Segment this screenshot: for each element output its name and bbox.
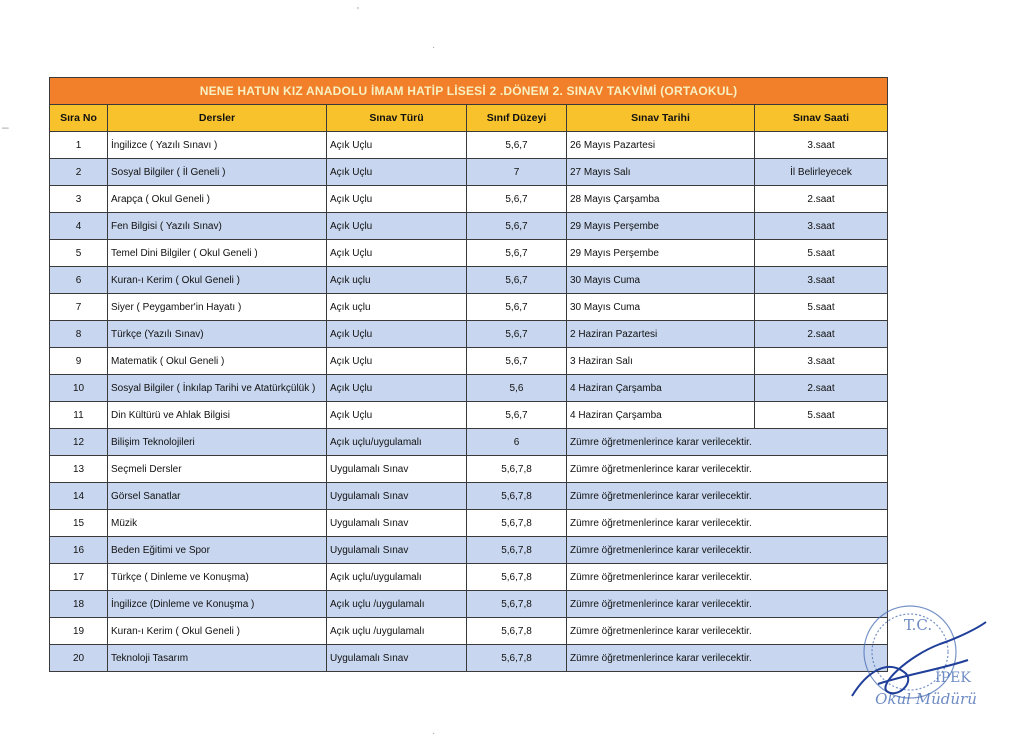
- scan-speck: ': [357, 6, 359, 17]
- table-row: [50, 375, 888, 402]
- table-body: [50, 132, 888, 672]
- cell-sinav-tarihi: Zümre öğretmenlerince karar verilecektir.: [567, 456, 888, 483]
- cell-sinif-duzeyi: 7: [467, 159, 567, 186]
- cell-sira-no: 8: [50, 321, 108, 348]
- cell-sinif-duzeyi: 5,6,7: [467, 213, 567, 240]
- cell-sinav-turu: Uygulamalı Sınav: [327, 510, 467, 537]
- cell-sinav-tarihi: Zümre öğretmenlerince karar verilecektir.: [567, 510, 888, 537]
- cell-sira-no: 10: [50, 375, 108, 402]
- cell-sira-no: 3: [50, 186, 108, 213]
- cell-ders: Sosyal Bilgiler ( İl Geneli ): [108, 159, 327, 186]
- cell-sinav-turu: Açık Uçlu: [327, 402, 467, 429]
- table-row: [50, 618, 888, 645]
- cell-sinif-duzeyi: 5,6,7,8: [467, 510, 567, 537]
- cell-sinav-turu: Açık Uçlu: [327, 375, 467, 402]
- document-title: NENE HATUN KIZ ANADOLU İMAM HATİP LİSESİ 2 .DÖNEM 2. SINAV TAKVİMİ (ORTAOKUL): [50, 78, 888, 105]
- cell-sinav-turu: Açık uçlu /uygulamalı: [327, 591, 467, 618]
- header-sinav-saati: Sınav Saati: [755, 105, 888, 132]
- cell-sinav-saati: 2.saat: [755, 186, 888, 213]
- cell-sinif-duzeyi: 5,6,7,8: [467, 618, 567, 645]
- cell-sinif-duzeyi: 5,6,7,8: [467, 564, 567, 591]
- cell-sinif-duzeyi: 5,6,7,8: [467, 537, 567, 564]
- cell-ders: Teknoloji Tasarım: [108, 645, 327, 672]
- cell-sira-no: 16: [50, 537, 108, 564]
- cell-sinav-tarihi: Zümre öğretmenlerince karar verilecektir.: [567, 483, 888, 510]
- cell-sira-no: 1: [50, 132, 108, 159]
- cell-sira-no: 20: [50, 645, 108, 672]
- cell-sira-no: 2: [50, 159, 108, 186]
- cell-sinav-tarihi: 30 Mayıs Cuma: [567, 294, 755, 321]
- cell-sinav-saati: 5.saat: [755, 402, 888, 429]
- cell-sira-no: 18: [50, 591, 108, 618]
- cell-sira-no: 7: [50, 294, 108, 321]
- cell-sinav-turu: Açık uçlu/uygulamalı: [327, 564, 467, 591]
- table-row: [50, 213, 888, 240]
- cell-ders: Türkçe ( Dinleme ve Konuşma): [108, 564, 327, 591]
- scan-speck: ·: [432, 728, 436, 739]
- cell-sinav-tarihi: Zümre öğretmenlerince karar verilecektir.: [567, 618, 888, 645]
- cell-ders: Arapça ( Okul Geneli ): [108, 186, 327, 213]
- cell-sinav-tarihi: 28 Mayıs Çarşamba: [567, 186, 755, 213]
- cell-sira-no: 13: [50, 456, 108, 483]
- table-row: [50, 537, 888, 564]
- cell-sinav-tarihi: 29 Mayıs Perşembe: [567, 240, 755, 267]
- cell-sinav-turu: Açık uçlu: [327, 294, 467, 321]
- cell-sinav-turu: Açık Uçlu: [327, 186, 467, 213]
- table-row: [50, 510, 888, 537]
- cell-ders: Müzik: [108, 510, 327, 537]
- cell-sinif-duzeyi: 5,6,7: [467, 186, 567, 213]
- table-row: [50, 456, 888, 483]
- cell-sinif-duzeyi: 5,6,7,8: [467, 456, 567, 483]
- cell-sira-no: 4: [50, 213, 108, 240]
- table-row: [50, 483, 888, 510]
- cell-sira-no: 15: [50, 510, 108, 537]
- cell-sinav-tarihi: 4 Haziran Çarşamba: [567, 402, 755, 429]
- cell-sinav-saati: 3.saat: [755, 213, 888, 240]
- cell-sinav-turu: Açık Uçlu: [327, 159, 467, 186]
- header-sinif-duzeyi: Sınıf Düzeyi: [467, 105, 567, 132]
- cell-sinif-duzeyi: 5,6,7: [467, 348, 567, 375]
- cell-sinif-duzeyi: 5,6,7,8: [467, 645, 567, 672]
- cell-sira-no: 19: [50, 618, 108, 645]
- table-row: [50, 348, 888, 375]
- cell-ders: Türkçe (Yazılı Sınav): [108, 321, 327, 348]
- table-row: [50, 321, 888, 348]
- cell-sinif-duzeyi: 5,6,7: [467, 267, 567, 294]
- stamp-name-text: İPEK: [935, 670, 971, 686]
- cell-ders: Kuran-ı Kerim ( Okul Geneli ): [108, 267, 327, 294]
- cell-sinav-turu: Uygulamalı Sınav: [327, 537, 467, 564]
- cell-sinif-duzeyi: 5,6,7: [467, 240, 567, 267]
- exam-schedule-table: [49, 77, 888, 672]
- cell-sinav-tarihi: 29 Mayıs Perşembe: [567, 213, 755, 240]
- cell-ders: Bilişim Teknolojileri: [108, 429, 327, 456]
- cell-sinav-turu: Uygulamalı Sınav: [327, 483, 467, 510]
- cell-ders: Seçmeli Dersler: [108, 456, 327, 483]
- header-dersler: Dersler: [108, 105, 327, 132]
- cell-ders: Fen Bilgisi ( Yazılı Sınav): [108, 213, 327, 240]
- cell-sinav-saati: 2.saat: [755, 321, 888, 348]
- cell-sira-no: 5: [50, 240, 108, 267]
- cell-ders: Din Kültürü ve Ahlak Bilgisi: [108, 402, 327, 429]
- cell-sinav-saati: İl Belirleyecek: [755, 159, 888, 186]
- cell-sinif-duzeyi: 5,6,7: [467, 132, 567, 159]
- cell-sinav-tarihi: Zümre öğretmenlerince karar verilecektir.: [567, 429, 888, 456]
- cell-ders: Temel Dini Bilgiler ( Okul Geneli ): [108, 240, 327, 267]
- cell-ders: Görsel Sanatlar: [108, 483, 327, 510]
- cell-sinav-saati: 5.saat: [755, 294, 888, 321]
- stamp-role-text: Okul Müdürü: [875, 690, 977, 708]
- cell-ders: Beden Eğitimi ve Spor: [108, 537, 327, 564]
- cell-sinav-saati: 2.saat: [755, 375, 888, 402]
- table-row: [50, 132, 888, 159]
- cell-sinav-saati: 5.saat: [755, 240, 888, 267]
- cell-sinav-saati: 3.saat: [755, 132, 888, 159]
- principal-stamp-signature: [848, 600, 988, 720]
- cell-sinav-tarihi: 3 Haziran Salı: [567, 348, 755, 375]
- scan-speck: ·: [432, 42, 436, 53]
- stamp-top-text: T.C.: [903, 616, 933, 634]
- table-row: [50, 294, 888, 321]
- cell-sinav-tarihi: 26 Mayıs Pazartesi: [567, 132, 755, 159]
- table-row: [50, 267, 888, 294]
- cell-ders: Siyer ( Peygamber'in Hayatı ): [108, 294, 327, 321]
- cell-sinif-duzeyi: 5,6,7,8: [467, 591, 567, 618]
- cell-sinav-tarihi: 4 Haziran Çarşamba: [567, 375, 755, 402]
- header-sinav-tarihi: Sınav Tarihi: [567, 105, 755, 132]
- cell-sira-no: 17: [50, 564, 108, 591]
- cell-sinav-turu: Açık uçlu /uygulamalı: [327, 618, 467, 645]
- cell-sinav-turu: Açık Uçlu: [327, 240, 467, 267]
- cell-sinif-duzeyi: 5,6,7: [467, 321, 567, 348]
- table-row: [50, 186, 888, 213]
- cell-sinif-duzeyi: 5,6,7: [467, 402, 567, 429]
- table-header-row: [50, 105, 888, 132]
- header-sira-no: Sıra No: [50, 105, 108, 132]
- cell-sinav-turu: Uygulamalı Sınav: [327, 645, 467, 672]
- table-row: [50, 429, 888, 456]
- cell-sinav-turu: Açık uçlu: [327, 267, 467, 294]
- cell-sinav-turu: Açık Uçlu: [327, 321, 467, 348]
- cell-sira-no: 11: [50, 402, 108, 429]
- cell-ders: İngilizce (Dinleme ve Konuşma ): [108, 591, 327, 618]
- cell-sinav-turu: Uygulamalı Sınav: [327, 456, 467, 483]
- scan-speck: –: [2, 120, 9, 134]
- cell-sira-no: 12: [50, 429, 108, 456]
- cell-ders: Kuran-ı Kerim ( Okul Geneli ): [108, 618, 327, 645]
- table-row: [50, 402, 888, 429]
- table-row: [50, 159, 888, 186]
- cell-sinav-tarihi: 30 Mayıs Cuma: [567, 267, 755, 294]
- cell-sinav-tarihi: Zümre öğretmenlerince karar verilecektir.: [567, 591, 888, 618]
- cell-sinav-tarihi: 27 Mayıs Salı: [567, 159, 755, 186]
- cell-sinav-tarihi: Zümre öğretmenlerince karar verilecektir.: [567, 564, 888, 591]
- header-sinav-turu: Sınav Türü: [327, 105, 467, 132]
- table-row: [50, 240, 888, 267]
- table-row: [50, 564, 888, 591]
- cell-sinav-tarihi: Zümre öğretmenlerince karar verilecektir.: [567, 537, 888, 564]
- table-row: [50, 591, 888, 618]
- cell-sira-no: 14: [50, 483, 108, 510]
- cell-sinif-duzeyi: 5,6,7,8: [467, 483, 567, 510]
- cell-sinav-turu: Açık Uçlu: [327, 348, 467, 375]
- cell-sinif-duzeyi: 5,6,7: [467, 294, 567, 321]
- table-row: [50, 645, 888, 672]
- cell-sira-no: 6: [50, 267, 108, 294]
- cell-ders: İngilizce ( Yazılı Sınavı ): [108, 132, 327, 159]
- cell-sinif-duzeyi: 6: [467, 429, 567, 456]
- cell-sinav-saati: 3.saat: [755, 267, 888, 294]
- cell-sinav-turu: Açık Uçlu: [327, 132, 467, 159]
- cell-sinif-duzeyi: 5,6: [467, 375, 567, 402]
- cell-ders: Sosyal Bilgiler ( İnkılap Tarihi ve Atatürkçülük ): [108, 375, 327, 402]
- cell-sinav-turu: Açık uçlu/uygulamalı: [327, 429, 467, 456]
- cell-sinav-tarihi: 2 Haziran Pazartesi: [567, 321, 755, 348]
- cell-sinav-saati: 3.saat: [755, 348, 888, 375]
- cell-sinav-turu: Açık Uçlu: [327, 213, 467, 240]
- cell-ders: Matematik ( Okul Geneli ): [108, 348, 327, 375]
- cell-sinav-tarihi: Zümre öğretmenlerince karar verilecektir.: [567, 645, 888, 672]
- cell-sira-no: 9: [50, 348, 108, 375]
